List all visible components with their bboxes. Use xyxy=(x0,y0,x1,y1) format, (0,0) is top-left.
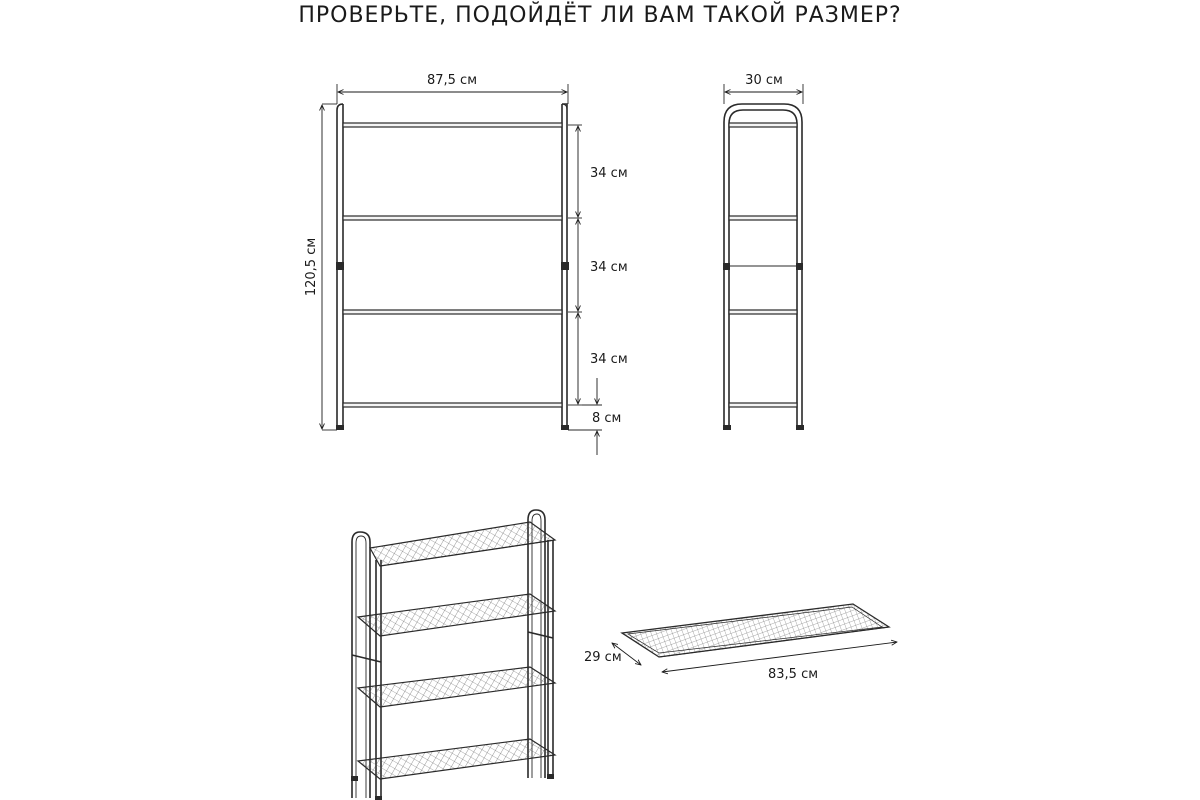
side-depth-label: 30 см xyxy=(745,73,783,88)
front-width-dimension xyxy=(337,73,568,104)
shelf-detail-depth-label: 29 см xyxy=(584,650,622,665)
shelf-detail-width-label: 83,5 см xyxy=(768,667,819,682)
front-width-label: 87,5 см xyxy=(426,73,478,88)
front-view-drawing xyxy=(336,104,569,430)
shelf-gap-label-3: 34 см xyxy=(590,352,628,367)
side-view-drawing xyxy=(723,104,804,430)
leg-height-label: 8 см xyxy=(592,411,622,426)
shelf-gap-label-1: 34 см xyxy=(590,166,628,181)
front-height-label: 120,5 см xyxy=(304,237,319,297)
shelf-gap-dimensions xyxy=(568,125,628,405)
page-title: ПРОВЕРЬТЕ, ПОДОЙДЁТ ЛИ ВАМ ТАКОЙ РАЗМЕР? xyxy=(298,3,902,28)
front-height-dimension xyxy=(304,104,337,430)
shelf-detail-drawing xyxy=(622,604,889,657)
leg-height-dimension xyxy=(568,378,621,455)
perspective-rack-drawing xyxy=(351,510,555,800)
side-depth-dimension xyxy=(724,73,803,104)
shelf-detail-depth-dimension xyxy=(584,643,641,665)
shelf-gap-label-2: 34 см xyxy=(590,260,628,275)
